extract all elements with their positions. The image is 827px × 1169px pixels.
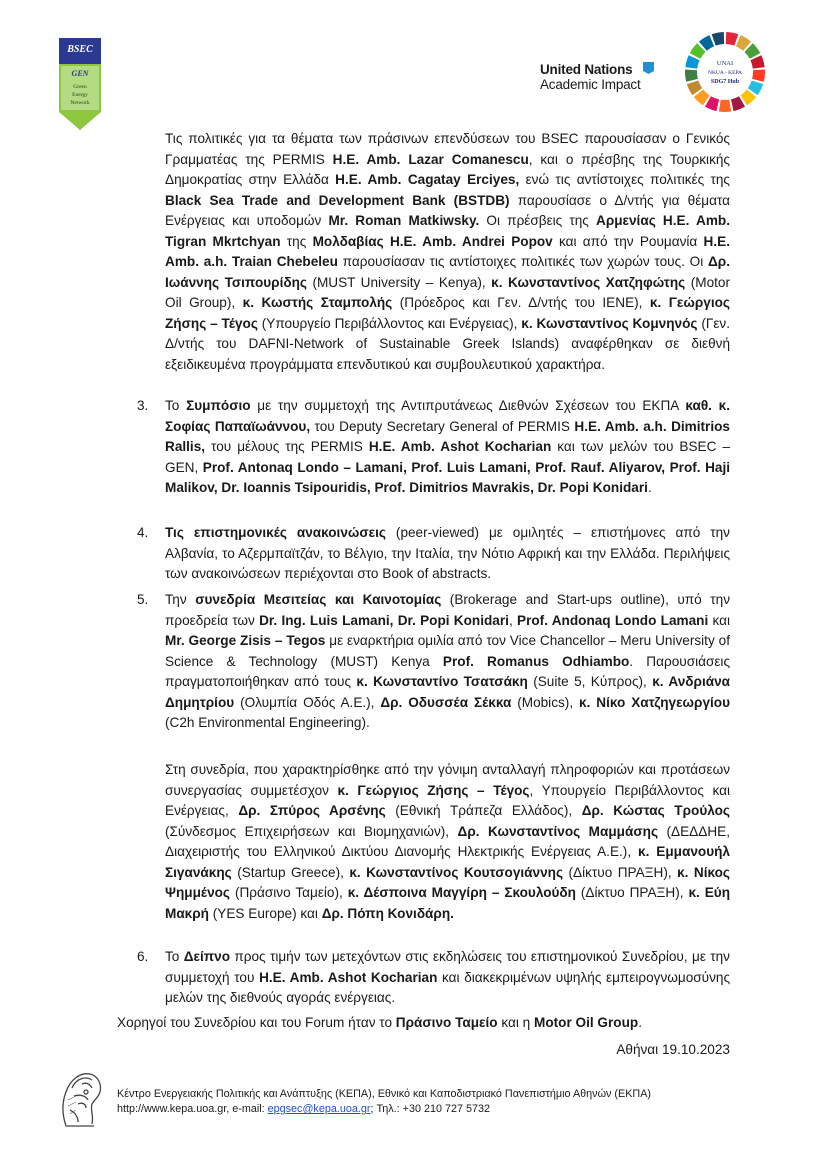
sdg-wheel-segment [752, 70, 765, 82]
text-run: και [708, 612, 731, 628]
text-run: , [508, 612, 517, 628]
bsec-logo-line2: GEN [71, 69, 89, 78]
bold-text-run: Δρ. Κωνσταντίνος Μαμμάσης [457, 823, 659, 839]
text-run: . [647, 480, 652, 495]
text-run: Χορηγοί του Συνεδρίου και του Forum ήταν το [117, 1015, 396, 1030]
text-run: με την συμμετοχή της Αντιπρυτάνεως Διεθνών Σχέσεων του ΕΚΠΑ [250, 398, 686, 413]
item-number: 3. [137, 398, 149, 413]
sdg-wheel-segment [685, 70, 698, 82]
bold-text-run: Δρ. Πόπη Κονιδάρη. [321, 905, 454, 921]
text-run: (Γεν. Δ/ντής του DAFNI-Network of Sustainable Greek Islands) αναφέρθηκαν σε διεθνή εξειδικευμένα προγράμματα επενδυτικού και συμβουλευτικού χαρακτήρα. [165, 315, 730, 372]
bsec-logo-line5: Network [70, 100, 90, 106]
bold-text-run: καθ. κ. Σοφίας Παπαϊωάννου, [165, 398, 731, 434]
bold-text-run: κ. Νίκο Χατζηγεωργίου [579, 694, 731, 710]
uoa-athena-logo [52, 1066, 108, 1132]
text-run: , και ο πρέσβης της Τουρκικής Δημοκρατίας στην Ελλάδα [165, 151, 730, 187]
item-symposium [165, 396, 730, 499]
text-run: και από την Ρουμανία [552, 233, 704, 249]
bold-text-run: Black Sea Trade and Development Bank (BSTDB) [165, 192, 510, 208]
text-run: (Motor Oil Group), [165, 274, 730, 310]
text-run: (C2h Environmental Engineering). [165, 715, 370, 730]
bsec-logo-line1: BSEC [67, 44, 93, 55]
text-run: . [638, 1015, 642, 1030]
bold-text-run: κ. Δέσποινα Μαγγίρη – Σκουλούδη [347, 885, 576, 900]
bold-text-run: Dr. Ing. Luis Lamani, Dr. Popi Konidari [259, 612, 509, 628]
text-run: της [280, 233, 313, 249]
bold-text-run: Τις επιστημονικές ανακοινώσεις [165, 525, 386, 540]
text-run: (MUST University – Kenya), [306, 274, 492, 290]
text-run: . Παρουσιάσεις πραγματοποιήθηκαν από τους [165, 653, 730, 689]
item-brokerage-session [165, 590, 730, 734]
bold-text-run: H.E. Amb. Lazar Comanescu [332, 151, 529, 167]
text-run: (Mobics), [511, 694, 580, 710]
bold-text-run: κ. Κωνσταντίνος Κουτσογιάννης [349, 864, 564, 880]
bold-text-run: Δείπνο [183, 949, 231, 964]
bsec-gen-logo [59, 38, 101, 130]
bold-text-run: Prof. Romanus Odhiambo [442, 653, 630, 669]
text-run: Το [165, 949, 184, 964]
text-run: (Startup Greece), [231, 864, 350, 880]
bold-text-run: συνεδρία Μεσιτείας και Καινοτομίας [195, 592, 442, 607]
text-run: ενώ τις αντίστοιχες πολιτικές της [519, 172, 730, 187]
bold-text-run: κ. Εύη Μακρή [165, 885, 731, 921]
text-run: (YES Europe) και [208, 905, 322, 921]
sponsors-line [117, 1013, 730, 1034]
bold-text-run: Συμπόσιο [186, 398, 251, 413]
bold-text-run: κ. Γεώργιος Ζήσης – Τέγος [337, 782, 530, 798]
footer-website: http://www.kepa.uoa.gr, e-mail: [117, 1103, 268, 1115]
bold-text-run: κ. Εμμανουήλ Σιγανάκης [165, 844, 730, 880]
text-run: παρουσίασε ο Δ/ντής για θέματα Ενέργειας και υποδομών [165, 192, 730, 228]
sdg-wheel-segment [712, 32, 724, 46]
un-flag-icon [643, 62, 654, 74]
bold-text-run: Δρ. Σπύρος Αρσένης [238, 803, 386, 818]
document-date: Αθήναι 19.10.2023 [616, 1042, 730, 1057]
bold-text-run: Δρ. Οδυσσέα Σέκκα [380, 694, 512, 710]
text-run: με εναρκτήρια ομιλία από τον Vice Chancellor – Meru University of Science & Technology (MUST) Kenya [165, 633, 730, 669]
sdg7-hub-logo [684, 31, 766, 113]
text-run: του μέλους της PERMIS [205, 439, 369, 454]
item-number: 6. [137, 949, 149, 964]
bold-text-run: Δρ. Κώστας Τρούλος [581, 803, 731, 818]
sdg-logo-line2: NKUA - KEPA [707, 70, 743, 76]
bold-text-run: Δρ. Ιωάννης Τσιπουρίδης [165, 254, 730, 290]
bold-text-run: H.E. Amb. a.h. Traian Chebeleu [165, 233, 730, 269]
item-number: 5. [137, 592, 149, 607]
bold-text-run: Mr. Roman Matkiwsky. [328, 213, 480, 228]
bold-text-run: H.E. Amb. Ashot Kocharian [368, 439, 552, 454]
intro-paragraph [165, 129, 730, 375]
text-run: Οι πρέσβεις της [479, 213, 596, 228]
bold-text-run: κ. Κωνσταντίνος Χατζηφώτης [491, 274, 686, 290]
un-logo-line1: United Nations [540, 62, 633, 77]
bold-text-run: H.E. Amb. a.h. Dimitrios Rallis, [165, 418, 730, 454]
bold-text-run: H.E. Amb. Ashot Kocharian [259, 969, 438, 985]
text-run: (Δίκτυο ΠΡΑΞΗ), [575, 885, 689, 900]
text-run: (Υπουργείο Περιβάλλοντος και Ενέργειας), [257, 315, 522, 331]
text-run: (Δίκτυο ΠΡΑΞΗ), [563, 864, 678, 880]
text-run: προς τιμήν των μετεχόντων στις εκδηλώσεις του επιστημονικού Συνεδρίου, με την συμμετοχή του [165, 949, 730, 985]
bsec-logo-line3: Green [73, 84, 87, 90]
text-run: Στη συνεδρία, που χαρακτηρίσθηκε από την γόνιμη ανταλλαγή πληροφοριών και προτάσεων συνεργασίας συμμετέσχον [165, 762, 730, 798]
sdg-logo-line3: SDG7 Hub [710, 79, 740, 85]
sdg-wheel-segment [685, 55, 699, 68]
bold-text-run: κ. Κωνσταντίνος Κομνηνός [521, 315, 698, 331]
bold-text-run: κ. Ανδριάνα Δημητρίου [165, 674, 731, 710]
bold-text-run: Αρμενίας H.E. Amb. Tigran Mkrtchyan [165, 213, 730, 249]
text-run: και η [497, 1015, 534, 1030]
un-logo-line2: Academic Impact [540, 77, 641, 92]
footer-phone: ; Τηλ.: +30 210 727 5732 [370, 1103, 491, 1115]
text-run: (Σύνδεσμος Επιχειρήσεων και Βιομηχανιών), [165, 823, 458, 839]
text-run: , Υπουργείο Περιβάλλοντος και Ενέργειας, [165, 782, 730, 818]
text-run: (Brokerage and Start-ups outline), υπό την προεδρεία των [165, 592, 730, 628]
sdg-wheel-segment [750, 55, 764, 68]
bold-text-run: κ. Κωστής Σταμπολής [242, 295, 393, 310]
bold-text-run: Motor Oil Group [534, 1015, 639, 1030]
bold-text-run: κ. Νίκος Ψημμένος [165, 864, 730, 900]
text-run: του Deputy Secretary General of PERMIS [310, 418, 575, 434]
bold-text-run: Prof. Antonaq Londo – Lamani, Prof. Luis Lamani, Prof. Rauf. Aliyarov, Prof. Haji Malikov, Dr. Ioannis Tsipouridis, Prof. Dimitrios Mavrakis, Dr. Popi Konidari [165, 459, 731, 495]
text-run: (Suite 5, Κύπρος), [527, 674, 653, 689]
text-run: (ΔΕΔΔΗΕ, Διαχειριστής του Ελληνικού Δικτύου Διανομής Ηλεκτρικής Ενέργειας Α.Ε.), [165, 823, 730, 859]
bold-text-run: H.E. Amb. Cagatay Erciyes, [335, 172, 520, 187]
footer-institution: Κέντρο Ενεργειακής Πολιτικής και Ανάπτυξης (ΚΕΠΑ), Εθνικό και Καποδιστριακό Πανεπιστήμιο Αθηνών (ΕΚΠΑ) [117, 1088, 651, 1100]
bold-text-run: Μολδαβίας H.E. Amb. Andrei Popov [312, 233, 553, 249]
text-run: και διακεκριμένων υψηλής εμπειρογνωμοσύνης μελών της διεθνούς αγοράς ενέργειας. [165, 969, 731, 1005]
text-run: (Πρόεδρος και Γεν. Δ/ντής του ΙΕΝΕ), [392, 295, 650, 310]
bold-text-run: Πράσινο Ταμείο [395, 1015, 498, 1030]
bold-text-run: κ. Κωνσταντίνο Τσατσάκη [356, 674, 528, 689]
text-run: (peer-viewed) με ομιλητές – επιστήμονες από την Αλβανία, το Αζερμπαϊτζάν, το Βέλγιο, την Ιταλία, την Νότιο Αφρική και την Ελλάδα. Περιλήψεις των ανακοινώσεων περιέχονται στο Book of abstracts. [165, 525, 730, 581]
text-run: παρουσίασαν τις αντίστοιχες πολιτικές των χωρών τους. Οι [337, 254, 709, 269]
footer-contact-line [117, 1102, 651, 1117]
text-run: (Ολυμπία Οδός Α.Ε.), [234, 694, 381, 710]
sdg-wheel-segment [719, 100, 731, 112]
item-number: 4. [137, 525, 149, 540]
footer-email-link[interactable]: epgsec@kepa.uoa.gr [267, 1103, 371, 1115]
sdg-logo-line1: UNAI [716, 60, 734, 67]
text-run: Την [165, 592, 196, 607]
bsec-logo-line4: Energy [72, 92, 88, 98]
text-run: Το [165, 398, 187, 413]
item-scientific-announcements [165, 523, 730, 585]
text-run: Τις πολιτικές για τα θέματα των πράσινων επενδύσεων του BSEC παρουσίασαν ο Γενικός Γραμματέας της PERMIS [165, 131, 730, 167]
bold-text-run: κ. Γεώργιος Ζήσης – Τέγος [165, 295, 730, 331]
session-participants-paragraph [165, 760, 730, 924]
bold-text-run: Prof. Andonaq Londo Lamani [517, 612, 709, 628]
united-nations-academic-impact-logo [540, 62, 660, 98]
item-dinner [165, 947, 730, 1009]
text-run: (Εθνική Τράπεζα Ελλάδος), [385, 803, 582, 818]
footer-contact [117, 1087, 651, 1117]
text-run: και των μελών του BSEC – GEN, [165, 439, 731, 475]
text-run: (Πράσινο Ταμείο), [230, 885, 348, 900]
sdg-wheel-segment [726, 32, 738, 46]
bold-text-run: Mr. George Zisis – Tegos [165, 633, 326, 648]
